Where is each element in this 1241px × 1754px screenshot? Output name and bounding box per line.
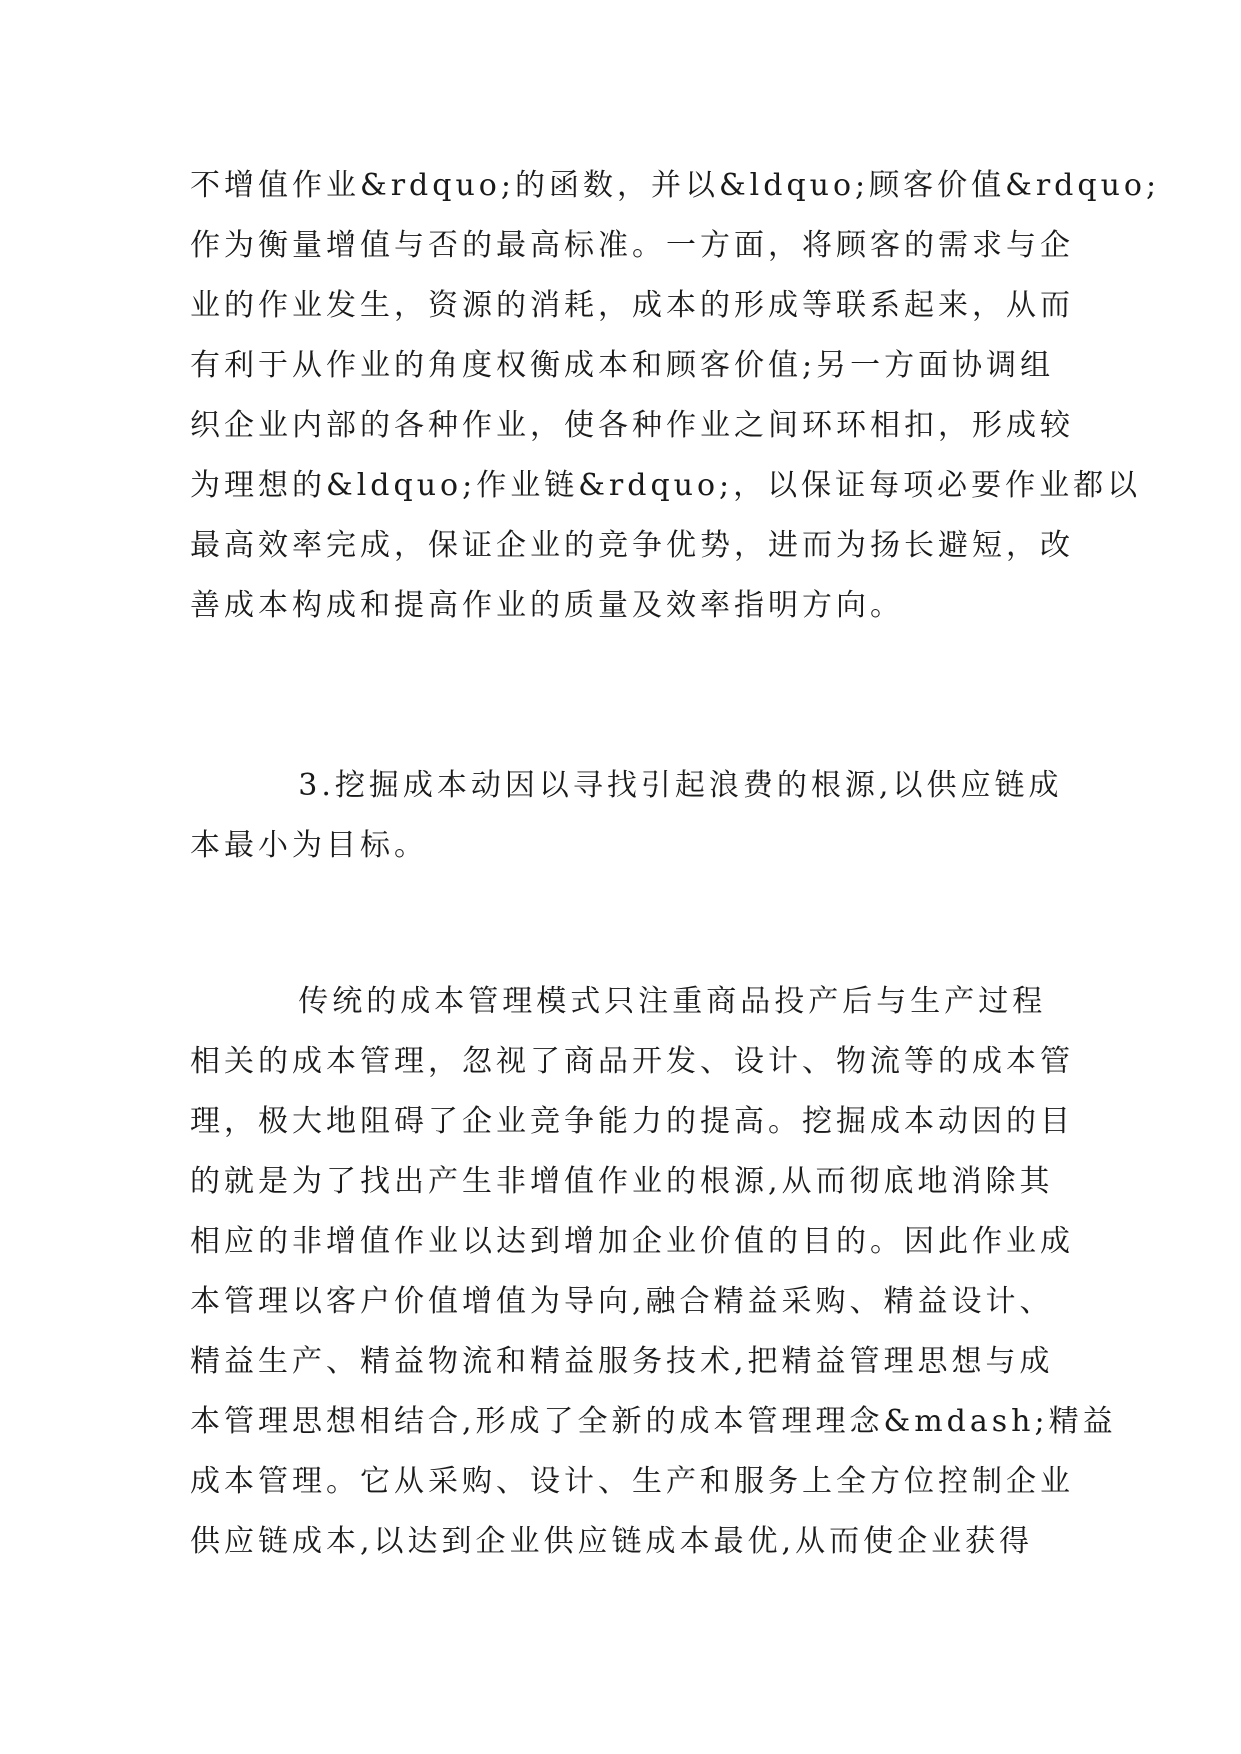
paragraph-1 (190, 156, 1161, 636)
paragraph-2 (190, 756, 1063, 876)
text-line: 传统的成本管理模式只注重商品投产后与生产过程 (190, 984, 1047, 1019)
text-line: 最高效率完成，保证企业的竞争优势，进而为扬长避短，改 (190, 528, 1074, 563)
paragraph-3 (190, 972, 1117, 1572)
text-line: 本管理以客户价值增值为导向,融合精益采购、精益设计、 (190, 1284, 1054, 1319)
text-line: 业的作业发生，资源的消耗，成本的形成等联系起来，从而 (190, 288, 1074, 323)
text-line: 3.挖掘成本动因以寻找引起浪费的根源,以供应链成 (190, 768, 1063, 803)
text-line: 善成本构成和提高作业的质量及效率指明方向。 (190, 588, 904, 623)
text-line: 的就是为了找出产生非增值作业的根源,从而彻底地消除其 (190, 1164, 1054, 1199)
text-line: 相关的成本管理，忽视了商品开发、设计、物流等的成本管 (190, 1044, 1074, 1079)
text-line: 本最小为目标。 (190, 828, 428, 863)
text-line: 为理想的&ldquo;作业链&rdquo;，以保证每项必要作业都以 (190, 468, 1142, 503)
text-line: 作为衡量增值与否的最高标准。一方面，将顾客的需求与企 (190, 228, 1074, 263)
text-line: 供应链成本,以达到企业供应链成本最优,从而使企业获得 (190, 1524, 1034, 1559)
text-line: 精益生产、精益物流和精益服务技术,把精益管理思想与成 (190, 1344, 1054, 1379)
text-line: 不增值作业&rdquo;的函数，并以&ldquo;顾客价值&rdquo; (190, 168, 1161, 203)
text-line: 有利于从作业的角度权衡成本和顾客价值;另一方面协调组 (190, 348, 1055, 383)
text-line: 相应的非增值作业以达到增加企业价值的目的。因此作业成 (190, 1224, 1074, 1259)
text-line: 成本管理。它从采购、设计、生产和服务上全方位控制企业 (190, 1464, 1074, 1499)
text-line: 本管理思想相结合,形成了全新的成本管理理念&mdash;精益 (190, 1404, 1117, 1439)
text-line: 理，极大地阻碍了企业竞争能力的提高。挖掘成本动因的目 (190, 1104, 1074, 1139)
text-line: 织企业内部的各种作业，使各种作业之间环环相扣，形成较 (190, 408, 1074, 443)
